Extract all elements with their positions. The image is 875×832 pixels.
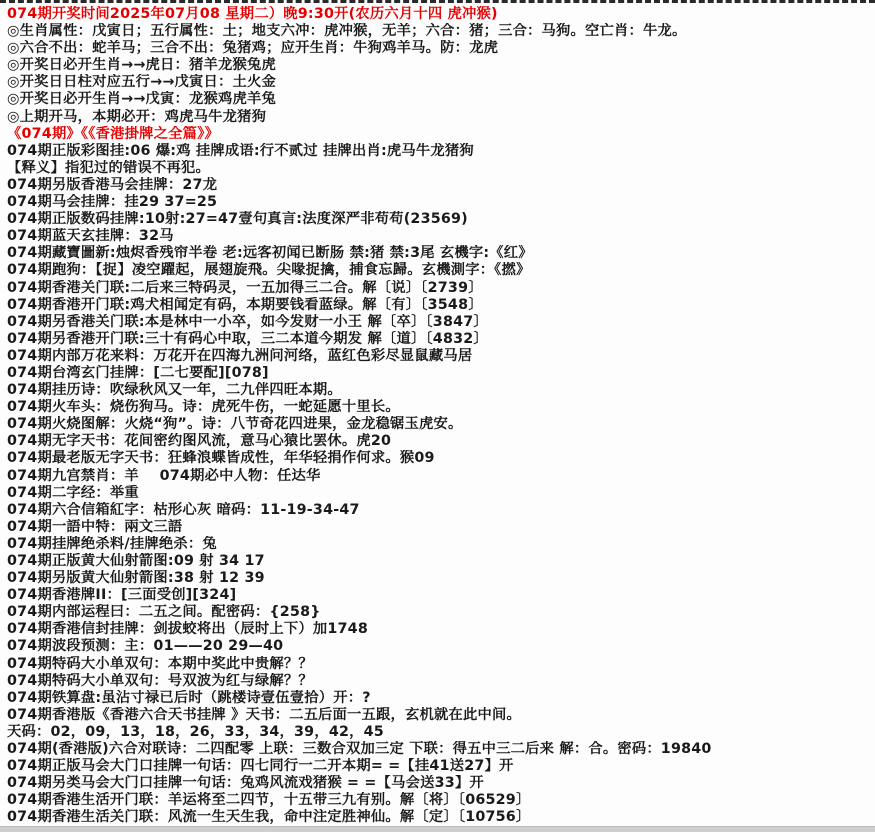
- text-line: ◎开奖日必开生肖→→虎日：猪羊龙猴兔虎: [7, 57, 276, 74]
- text-line: 074期六合信箱紅字：枯形心灰 暗码：11-19-34-47: [7, 501, 360, 518]
- text-line: 074期无字天书：花间密约图风流，意马心猿比罢休。虎20: [7, 433, 392, 450]
- text-line: 074期正版彩图挂:06 爆:鸡 挂牌成语:行不贰过 挂牌出肖:虎马牛龙猪狗: [7, 142, 474, 159]
- text-line: 074期特码大小单双句：本期中奖此中贵解？？: [7, 655, 313, 672]
- bottom-border: [0, 826, 875, 832]
- text-line: 074期正版黄大仙射箭图:09 射 34 17: [7, 553, 265, 569]
- text-line: ◎开奖日必开生肖→→戊寅：龙猴鸡虎羊兔: [7, 91, 276, 108]
- text-content: [0, 3, 875, 827]
- text-line: 074期铁算盘:虽沾寸禄已后时（跳楼诗壹伍壹拾）开：?: [7, 689, 371, 706]
- text-line: 074期香港牌II：[三面受创][324]: [7, 587, 237, 604]
- text-line: 074期香港生活关门联：风流一生天生我，命中注定胜神仙。解〔定〕〔10756〕: [7, 809, 531, 826]
- text-line: 074期正版数码挂牌:10射:27=47壹句真言:法度深严非苟苟(23569): [7, 211, 468, 228]
- text-line: 074期一語中特：兩文三語: [7, 518, 183, 535]
- text-line: 074期九宫禁肖：羊 074期必中人物：任达华: [7, 467, 321, 484]
- text-line: 074期香港版《香港六合天书挂牌 》天书：二五后面一五跟，玄机就在此中间。: [7, 706, 522, 723]
- text-line: 074期香港开门联:鸡犬相闻定有码，本期要钱看蓝绿。解〔有〕〔3548〕: [7, 296, 483, 313]
- text-line: 074期另版黄大仙射箭图:38 射 12 39: [7, 570, 265, 587]
- text-line: 074期另香港开门联:三十有码心中取，三二本道今期发 解〔道〕〔4832〕: [7, 330, 488, 347]
- text-line: 《074期》《《香港掛牌之全篇》》: [7, 125, 219, 142]
- text-line: 074期香港信封挂牌：剑拔蛟将出（辰时上下）加1748: [7, 621, 368, 638]
- text-line: 074期内部万花来料：万花开在四海九洲问河络，蓝红色彩尽显鼠藏马居: [7, 347, 473, 364]
- text-line: 074期蓝天玄挂牌：32马: [7, 228, 174, 245]
- text-line: 074期台湾玄门挂牌：[二七要配][078]: [7, 364, 269, 381]
- text-line: 【释义】指犯过的错误不再犯。: [7, 159, 210, 176]
- text-line: ◎六合不出：蛇羊马；三合不出：兔猪鸡；应开生肖：牛狗鸡羊马。防：龙虎: [7, 40, 499, 57]
- text-line: 074期香港关门联:二后来三特码灵，一五加得三二合。解〔说〕〔2739〕: [7, 279, 483, 296]
- text-line: 074期最老版无字天书：狂蜂浪蝶皆成性，年华轻捐作何求。猴09: [7, 450, 435, 467]
- text-line: ◎开奖日日柱对应五行→→戊寅日：土火金: [7, 74, 276, 91]
- text-line: 074期正版马会大门口挂牌一句话：四七同行一二开本期= =【挂41送27】开: [7, 758, 514, 775]
- text-line: 074期特码大小单双句：号双波为红与绿解？？: [7, 672, 313, 689]
- text-line: 074期火车头：烧伤狗马。诗：虎死牛伤，一蛇延愿十里长。: [7, 399, 400, 416]
- text-line: 074期藏寶圖新:烛烬香残帘半卷 老:远客初闻已断肠 禁:猪 禁:3尾 玄機字:《红》: [7, 245, 533, 262]
- text-line: 天码：02，09，13，18，26，33，34，39，42，45: [7, 723, 384, 740]
- text-line: 074期跑狗：【捉】凌空躍起，展翅旋飛。尖喙捉擒，捕食忘歸。玄機測字：《撚》: [7, 262, 531, 279]
- text-line: 074期香港生活开门联：羊运将至二四节，十五带三九有别。解〔将〕〔06529〕: [7, 792, 531, 809]
- text-line: 074期内部运程曰：二五之间。配密码：{258}: [7, 604, 321, 621]
- text-line: 074期二字经：举重: [7, 484, 139, 501]
- text-line: 074期开奖时间2025年07月08 星期二）晚9:30开(农历六月十四 虎冲猴): [7, 6, 498, 22]
- text-line: 074期波段预测：主：01——20 29—40: [7, 638, 284, 655]
- text-line: 074期(香港版)六合对联诗：二四配零 上联：三数合双加三定 下联：得五中三二后来 解：合。密码：19840: [7, 741, 712, 758]
- text-line: 074期挂牌绝杀料/挂牌绝杀：兔: [7, 535, 217, 552]
- text-line: 074期另类马会大门口挂牌一句话：兔鸡风流戏猪猴 = =【马会送33】开: [7, 775, 484, 792]
- text-line: 074期马会挂牌：挂29 37=25: [7, 194, 218, 211]
- text-line: ◎生肖属性：戊寅日；五行属性：土；地支六冲：虎冲猴，无羊；六合：猪；三合：马狗。空亡肖：牛龙。: [7, 23, 687, 40]
- text-line: 074期另香港关门联:本是林中一小卒，如今发财一小王 解〔卒〕〔3847〕: [7, 313, 488, 330]
- text-line: 074期挂历诗：吹绿秋风又一年，二九伴四旺本期。: [7, 382, 342, 399]
- text-line: 074期火烧图解：火烧“狗”。诗：八节奇花四进果，金龙稳锯玉虎安。: [7, 416, 463, 433]
- text-line: ◎上期开马，本期必开：鸡虎马牛龙猪狗: [7, 108, 267, 125]
- text-line: 074期另版香港马会挂牌：27龙: [7, 176, 218, 193]
